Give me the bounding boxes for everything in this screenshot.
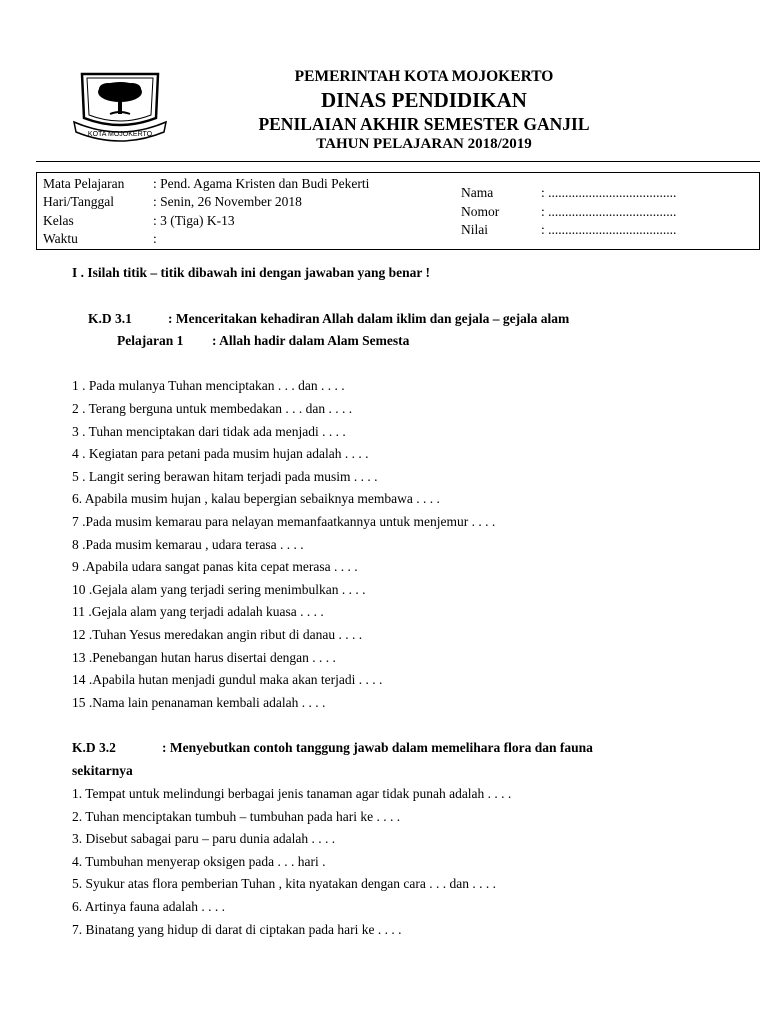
kd1-question-13: 13 .Penebangan hutan harus disertai dengan . . . . <box>72 650 336 665</box>
section-instruction: I . Isilah titik – titik dibawah ini dengan jawaban yang benar ! <box>72 265 430 280</box>
kd1-title: : Menceritakan kehadiran Allah dalam iklim dan gejala – gejala alam <box>168 311 570 326</box>
logo-text: KOTA MOJOKERTO <box>87 131 153 138</box>
kd1-question-8: 8 .Pada musim kemarau , udara terasa . . . . <box>72 537 304 552</box>
kd1-lesson-label: Pelajaran 1 <box>117 333 184 348</box>
header-divider <box>36 161 760 162</box>
kd1-question-1: 1 . Pada mulanya Tuhan menciptakan . . . dan . . . . <box>72 378 345 393</box>
kd2-question-5: 5. Syukur atas flora pemberian Tuhan , kita nyatakan dengan cara . . . dan . . . . <box>72 876 497 891</box>
kd2-title: : Menyebutkan contoh tanggung jawab dalam memelihara flora dan fauna <box>162 740 593 755</box>
header-government: PEMERINTAH KOTA MOJOKERTO <box>294 68 554 85</box>
kd1-question-10: 10 .Gejala alam yang terjadi sering menimbulkan . . . . <box>72 582 366 597</box>
kd2-question-6: 6. Artinya fauna adalah . . . . <box>72 899 225 914</box>
kd1-question-3: 3 . Tuhan menciptakan dari tidak ada menjadi . . . . <box>72 424 346 439</box>
kd1-question-14: 14 .Apabila hutan menjadi gundul maka akan terjadi . . . . <box>72 672 383 687</box>
header-department: DINAS PENDIDIKAN <box>321 88 527 112</box>
kd1-question-4: 4 . Kegiatan para petani pada musim hujan adalah . . . . <box>72 446 369 461</box>
header-exam-title: PENILAIAN AKHIR SEMESTER GANJIL <box>258 114 590 134</box>
kd1-question-11: 11 .Gejala alam yang terjadi adalah kuasa . . . . <box>72 604 324 619</box>
kd2-question-2: 2. Tuhan menciptakan tumbuh – tumbuhan pada hari ke . . . . <box>72 809 401 824</box>
kd1-question-5: 5 . Langit sering berawan hitam terjadi pada musim . . . . <box>72 469 378 484</box>
kd1-code: K.D 3.1 <box>88 311 132 326</box>
kd2-title-continuation: sekitarnya <box>72 763 133 778</box>
kd2-question-3: 3. Disebut sabagai paru – paru dunia adalah . . . . <box>72 831 336 846</box>
kd1-question-6: 6. Apabila musim hujan , kalau bepergian sebaiknya membawa . . . . <box>72 491 440 506</box>
kd1-question-2: 2 . Terang berguna untuk membedakan . . . dan . . . . <box>72 401 353 416</box>
kd1-question-9: 9 .Apabila udara sangat panas kita cepat merasa . . . . <box>72 559 358 574</box>
kd2-question-4: 4. Tumbuhan menyerap oksigen pada . . . hari . <box>72 854 326 869</box>
kd1-question-15: 15 .Nama lain penanaman kembali adalah . . . . <box>72 695 326 710</box>
kd1-question-12: 12 .Tuhan Yesus meredakan angin ribut di danau . . . . <box>72 627 363 642</box>
kd1-lesson-title: : Allah hadir dalam Alam Semesta <box>212 333 410 348</box>
kd1-question-7: 7 .Pada musim kemarau para nelayan memanfaatkannya untuk menjemur . . . . <box>72 514 496 529</box>
header-year: TAHUN PELAJARAN 2018/2019 <box>316 136 532 152</box>
kd2-question-1: 1. Tempat untuk melindungi berbagai jenis tanaman agar tidak punah adalah . . . . <box>72 786 512 801</box>
kota-mojokerto-logo-icon <box>70 70 170 142</box>
kd2-question-7: 7. Binatang yang hidup di darat di ciptakan pada hari ke . . . . <box>72 922 402 937</box>
student-info-box: Mata Pelajaran : Pend. Agama Kristen dan Budi Pekerti Hari/Tanggal : Senin, 26 November 2018 Kelas : 3 (Tiga) K-13 Waktu : Nama : ...................................... Nomor : ...................................... Nilai : ...................................... <box>36 172 760 250</box>
kd2-code: K.D 3.2 <box>72 740 116 755</box>
